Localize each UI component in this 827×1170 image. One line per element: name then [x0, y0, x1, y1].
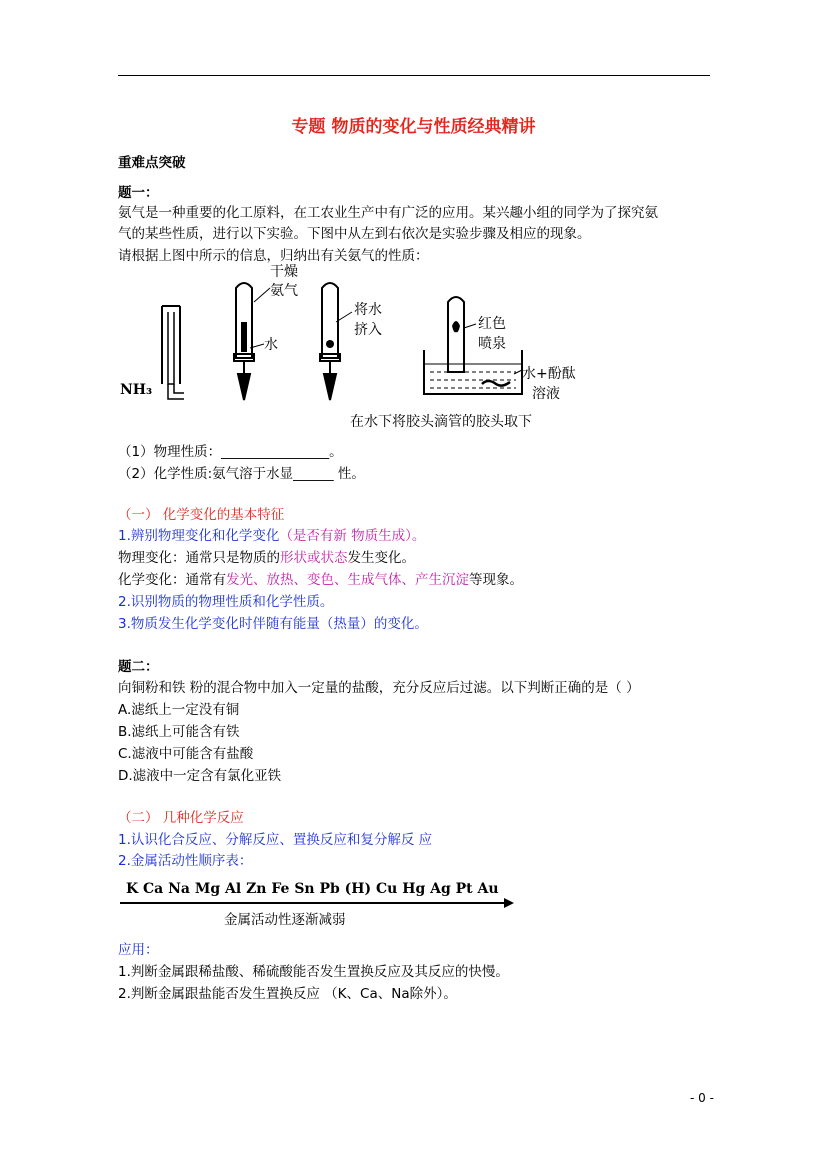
question-1-text-3: 请根据上图中所示的信息，归纳出有关氨气的性质：	[118, 248, 429, 264]
physical-change-label: 物理变化：通常只是物质的	[118, 550, 280, 566]
chemical-change-line	[118, 568, 523, 588]
solution-label-1: 水+酚酞	[522, 366, 576, 382]
question-2-stem: 向铜粉和铁 粉的混合物中加入一定量的盐酸，充分反应后过滤。以下判断正确的是（ ）	[118, 680, 640, 696]
application-2: 2.判断金属跟盐能否发生置换反应 （K、Ca、Na除外）。	[118, 986, 457, 1002]
figure-caption: 在水下将胶头滴管的胶头取下	[350, 414, 532, 430]
option-a: A.滤纸上一定没有铜	[118, 702, 240, 718]
solution-label-2: 溶液	[532, 386, 560, 402]
part-1-item-1-text: 1.辨别物理变化和化学变化	[118, 528, 280, 544]
question-1-blank-2: （2）化学性质:氨气溶于水显______ 性。	[118, 466, 365, 482]
page-title: 专题 物质的变化与性质经典精讲	[291, 117, 536, 137]
section-heading: 重难点突破	[118, 155, 186, 171]
part-1-item-1	[118, 524, 425, 544]
activity-arrow-caption: 金属活动性逐渐减弱	[224, 912, 346, 928]
application-heading: 应用：	[118, 942, 159, 958]
physical-change-end: 发生变化。	[347, 550, 415, 566]
physical-change-highlight: 形状或状态	[280, 550, 348, 566]
question-1-text-1: 氨气是一种重要的化工原料，在工农业生产中有广泛的应用。某兴趣小组的同学为了探究氨	[118, 205, 658, 221]
fountain-label-2: 喷泉	[478, 336, 506, 352]
option-b: B.滤纸上可能含有铁	[118, 724, 240, 740]
option-d: D.滤液中一定含有氯化亚铁	[118, 768, 282, 784]
question-1-label: 题一：	[118, 185, 159, 201]
part-2-item-2: 2.金属活动性顺序表：	[118, 853, 253, 869]
question-1-text-2: 气的某些性质，进行以下实验。下图中从左到右依次是实验步骤及相应的现象。	[118, 226, 591, 242]
part-2-heading: （二） 几种化学反应	[118, 810, 244, 826]
chemical-change-highlight: 发光、放热、变色、生成气体、产生沉淀	[226, 572, 469, 588]
dry-label-2: 氨气	[270, 283, 298, 299]
water-label: 水	[264, 337, 278, 353]
part-1-item-3: 3.物质发生化学变化时伴随有能量（热量）的变化。	[118, 616, 428, 632]
ammonia-experiment-figure	[118, 262, 588, 434]
squeeze-label-2: 挤入	[354, 322, 382, 338]
chemical-change-end: 等现象。	[469, 572, 523, 588]
question-2-label: 题二：	[118, 659, 159, 675]
nh3-label: NH₃	[120, 382, 153, 398]
option-c: C.滤液中可能含有盐酸	[118, 746, 254, 762]
squeeze-label-1: 将水	[354, 302, 382, 318]
page-number: - 0 -	[690, 1091, 714, 1105]
part-1-item-1-note: （是否有新 物质生成）。	[279, 528, 426, 544]
physical-change-line	[118, 546, 415, 566]
application-1: 1.判断金属跟稀盐酸、稀硫酸能否发生置换反应及其反应的快慢。	[118, 964, 509, 980]
fountain-label-1: 红色	[478, 316, 506, 332]
chemical-change-label: 化学变化：通常有	[118, 572, 226, 588]
question-1-blank-1: （1）物理性质：________________。	[118, 444, 343, 460]
part-2-item-1: 1.认识化合反应、分解反应、置换反应和复分解反 应	[118, 832, 433, 848]
part-1-heading: （一） 化学变化的基本特征	[118, 507, 285, 523]
metal-activity-series: K Ca Na Mg Al Zn Fe Sn Pb (H) Cu Hg Ag Pt Au	[126, 881, 499, 897]
dry-label-1: 干燥	[270, 264, 298, 280]
part-1-item-2: 2.识别物质的物理性质和化学性质。	[118, 594, 334, 610]
header-rule	[118, 75, 710, 76]
